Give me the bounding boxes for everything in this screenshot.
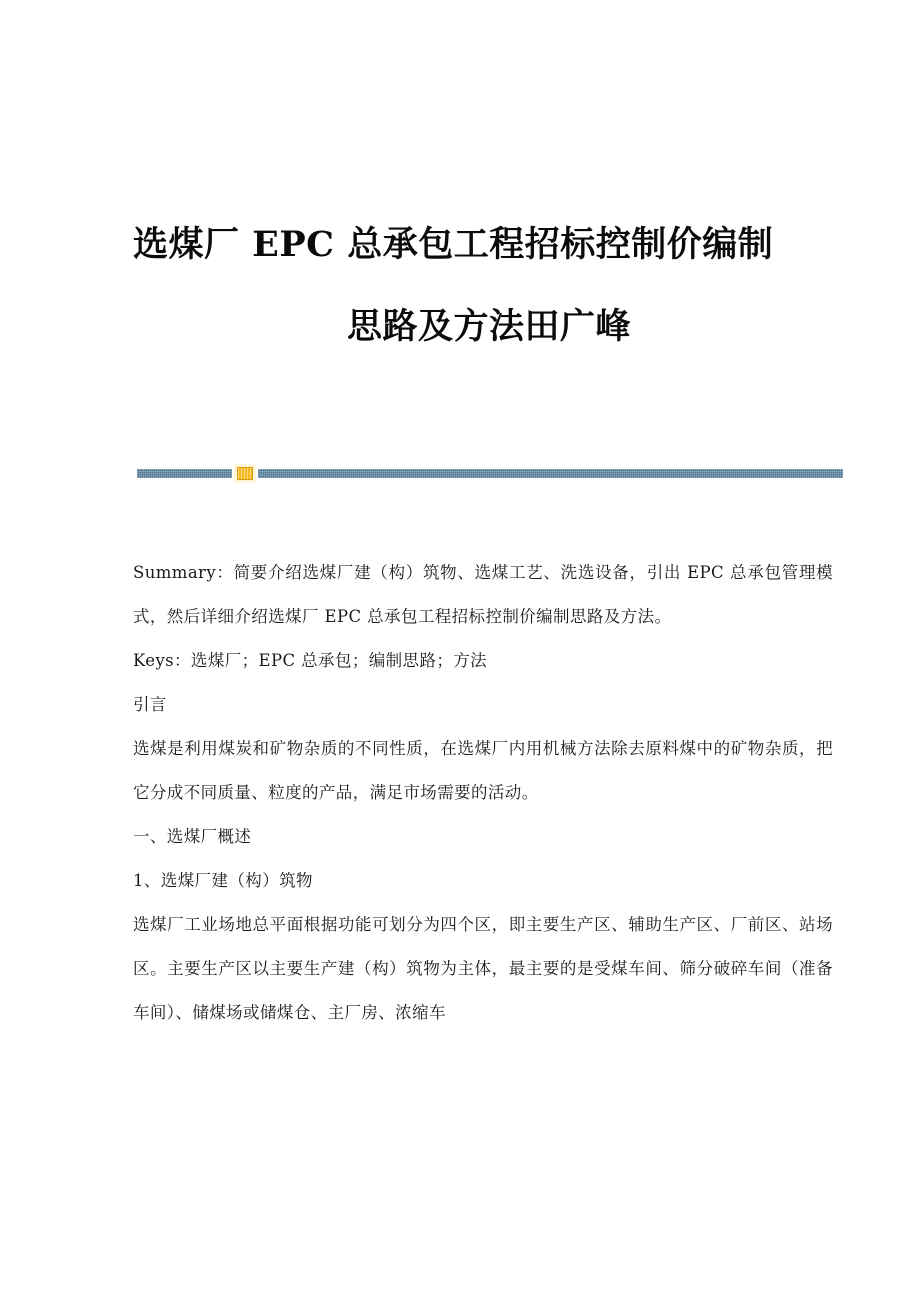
book-icon-body (237, 467, 253, 480)
page-title-line-2: 思路及方法田广峰 (346, 306, 631, 347)
intro-heading: 引言 (133, 695, 167, 714)
subsection-1-heading: 1、选煤厂建（构）筑物 (133, 871, 313, 890)
subsection-1-paragraph: 选煤厂工业场地总平面根据功能可划分为四个区，即主要生产区、辅助生产区、厂前区、站场区。主要生产区以主要生产建（构）筑物为主体，最主要的是受煤车间、筛分破碎车间（准备车间）、储煤场或储煤仓、主厂房、浓缩车 (133, 915, 833, 1022)
keys-paragraph: Keys：选煤厂；EPC 总承包；编制思路；方法 (133, 651, 488, 670)
section-1-heading: 一、选煤厂概述 (133, 827, 252, 846)
document-body (133, 551, 833, 1035)
page-title (133, 0, 845, 368)
page-title-line-1: 选煤厂 EPC 总承包工程招标控制价编制 (133, 224, 774, 265)
decorative-divider (137, 466, 843, 482)
summary-paragraph: Summary：简要介绍选煤厂建（构）筑物、选煤工艺、洗选设备，引出 EPC 总承包管理模式，然后详细介绍选煤厂 EPC 总承包工程招标控制价编制思路及方法。 (133, 563, 833, 626)
divider-bar-right (258, 469, 843, 478)
document-content (133, 0, 845, 368)
intro-paragraph: 选煤是利用煤炭和矿物杂质的不同性质，在选煤厂内用机械方法除去原料煤中的矿物杂质，把它分成不同质量、粒度的产品，满足市场需要的活动。 (133, 739, 833, 802)
divider-bar-left (137, 469, 232, 478)
book-icon (236, 466, 254, 481)
